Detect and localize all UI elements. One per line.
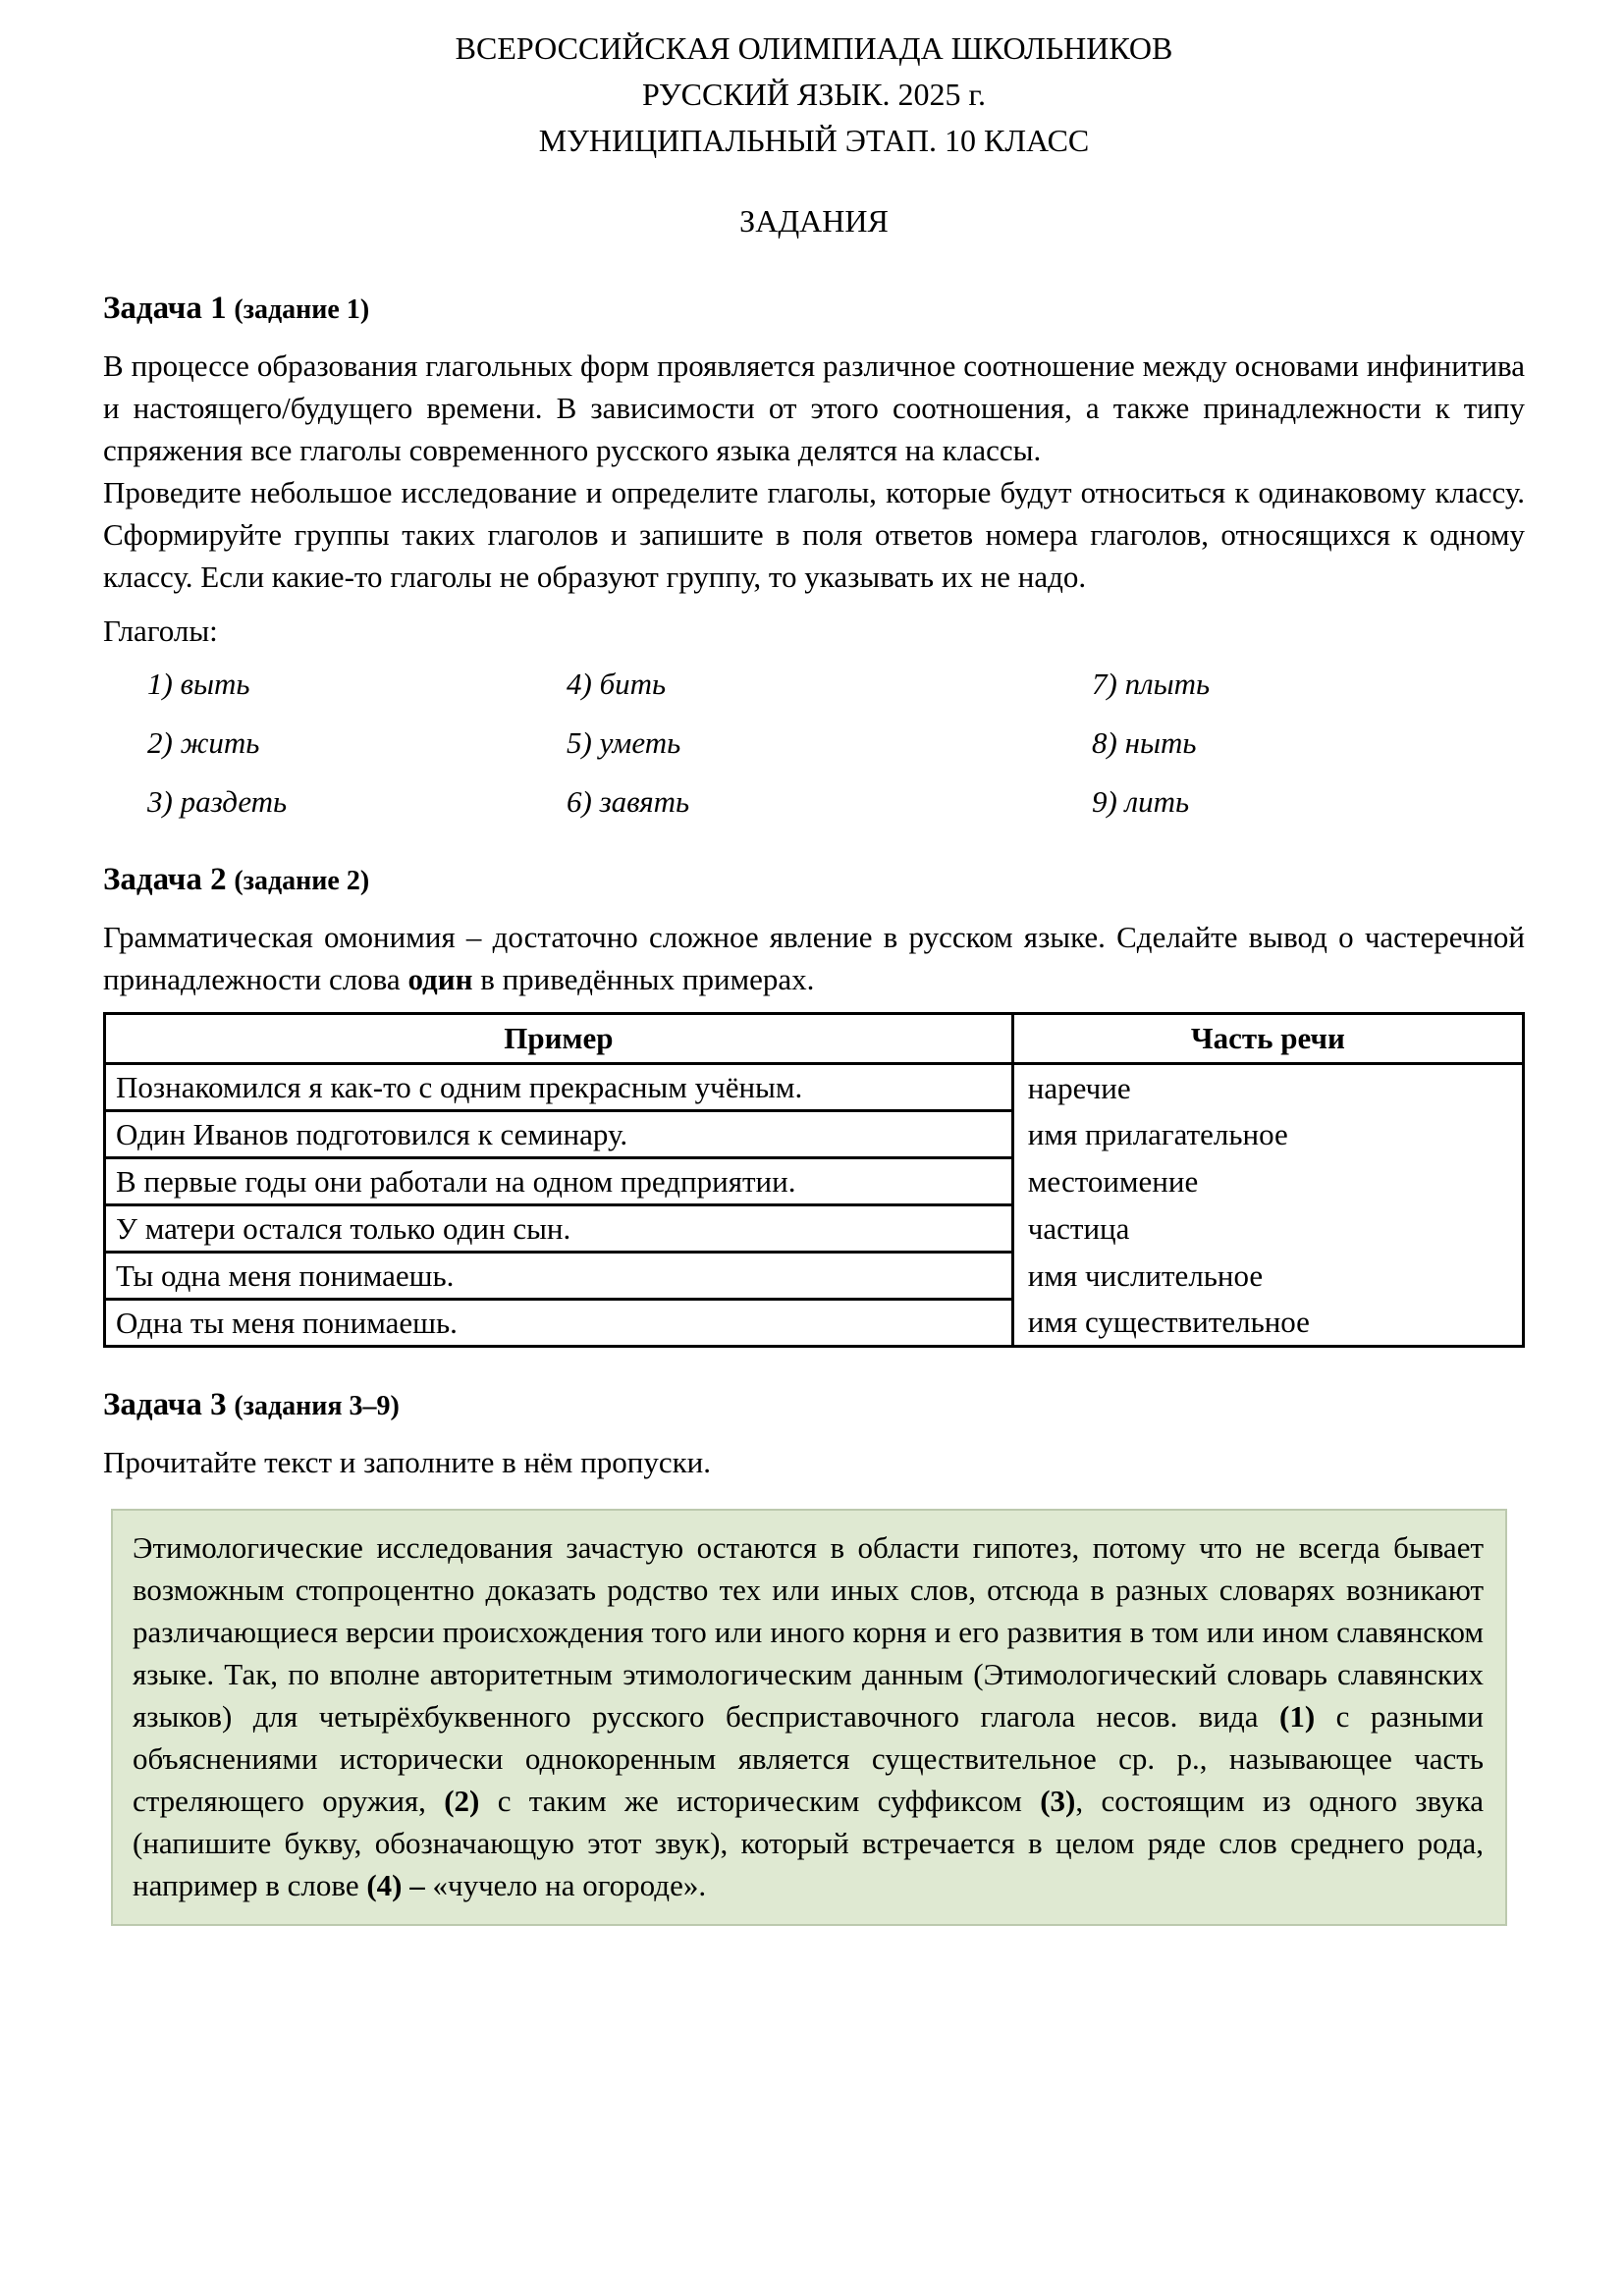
task2-section [103, 862, 1525, 1348]
task1-heading-note: (задание 1) [234, 294, 370, 325]
table-row [105, 1064, 1524, 1111]
part-of-speech-cell: наречие [1012, 1064, 1523, 1111]
task1-paragraph-1: В процессе образования глагольных форм проявляется различное соотношение между основами инфинитива и настоящего/будущего времени. В зависимости от этого соотношения, а также принадлежности к типу спряжения все глаголы современного русского языка делятся на классы. [103, 348, 1525, 467]
example-cell: Познакомился я как-то с одним прекрасным учёным. [105, 1064, 1013, 1111]
document-subtitle: ЗАДАНИЯ [739, 203, 889, 239]
verbs-list [103, 663, 1525, 823]
example-cell: Ты одна меня понимаешь. [105, 1253, 1013, 1300]
example-cell: Одна ты меня понимаешь. [105, 1300, 1013, 1347]
verb-item-4: 4) бить [567, 667, 667, 701]
task1-heading [103, 291, 1525, 327]
verb-item-5: 5) уметь [567, 725, 681, 760]
title-line-2: РУССКИЙ ЯЗЫК. 2025 г. [641, 77, 987, 112]
verbs-label: Глаголы: [103, 614, 218, 648]
task1-paragraph-2: Проведите небольшое исследование и определите глаголы, которые будут относиться к одинаковому классу. Сформируйте группы таких глаголов и запишите в поля ответов номера глаголов, относящихся к одному классу. Если какие-то глаголы не образуют группу, то указывать их не надо. [103, 475, 1525, 594]
verb-item-3: 3) раздеть [147, 784, 288, 819]
verb-item-2: 2) жить [147, 725, 260, 760]
document-header [103, 26, 1525, 164]
example-cell: У матери остался только один сын. [105, 1205, 1013, 1253]
part-of-speech-cell: имя числительное [1012, 1253, 1523, 1300]
verb-item-6: 6) завять [567, 784, 690, 819]
example-cell: Один Иванов подготовился к семинару. [105, 1111, 1013, 1158]
table-row [105, 1111, 1524, 1158]
title-line-1: ВСЕРОССИЙСКАЯ ОЛИМПИАДА ШКОЛЬНИКОВ [455, 30, 1173, 66]
task3-heading [103, 1387, 1525, 1423]
table-row [105, 1205, 1524, 1253]
parts-of-speech-table [103, 1012, 1525, 1348]
table-header-part-of-speech: Часть речи [1012, 1014, 1523, 1064]
table-row [105, 1158, 1524, 1205]
verb-item-8: 8) ныть [1092, 725, 1197, 760]
task3-intro: Прочитайте текст и заполните в нём пропуски. [103, 1445, 712, 1479]
task3-section [103, 1387, 1525, 1926]
verb-item-1: 1) выть [147, 667, 250, 701]
task1-heading-title: Задача 1 [103, 291, 227, 326]
table-header-example: Пример [105, 1014, 1013, 1064]
verb-item-7: 7) плыть [1092, 667, 1211, 701]
title-line-3: МУНИЦИПАЛЬНЫЙ ЭТАП. 10 КЛАСС [538, 123, 1090, 158]
part-of-speech-cell: имя существительное [1012, 1300, 1523, 1347]
part-of-speech-cell: имя прилагательное [1012, 1111, 1523, 1158]
task3-heading-note: (задания 3–9) [234, 1391, 400, 1421]
verb-item-9: 9) лить [1092, 784, 1190, 819]
part-of-speech-cell: местоимение [1012, 1158, 1523, 1205]
task2-heading-note: (задание 2) [234, 866, 370, 896]
example-cell: В первые годы они работали на одном предприятии. [105, 1158, 1013, 1205]
table-row [105, 1300, 1524, 1347]
table-row [105, 1253, 1524, 1300]
task1-section [103, 291, 1525, 823]
task2-heading-title: Задача 2 [103, 862, 227, 897]
part-of-speech-cell: частица [1012, 1205, 1523, 1253]
task3-text-box: Этимологические исследования зачастую остаются в области гипотез, потому что не всегда бывает возможным стопроцентно доказать родство тех или иных слов, отсюда в разных словарях возникают различающиеся версии происхождения того или иного корня и его развития в том или ином славянском языке. Так, по вполне авторитетным этимологическим данным (Этимологический словарь славянских языков) для четырёхбуквенного русского бесприставочного глагола несов. вида (1) с разными объяснениями исторически однокоренным является существительное ср. р., называющее часть стреляющего оружия, (2) с таким же историческим суффиксом (3), состоящим из одного звука (напишите букву, обозначающую этот звук), который встречается в целом ряде слов среднего рода, например в слове (4) – «чучело на огороде». [111, 1509, 1507, 1926]
table-header-row [105, 1014, 1524, 1064]
task2-heading [103, 862, 1525, 898]
task2-intro: Грамматическая омонимия – достаточно сложное явление в русском языке. Сделайте вывод о частеречной принадлежности слова один в приведённых примерах. [103, 920, 1525, 996]
task3-heading-title: Задача 3 [103, 1387, 227, 1422]
